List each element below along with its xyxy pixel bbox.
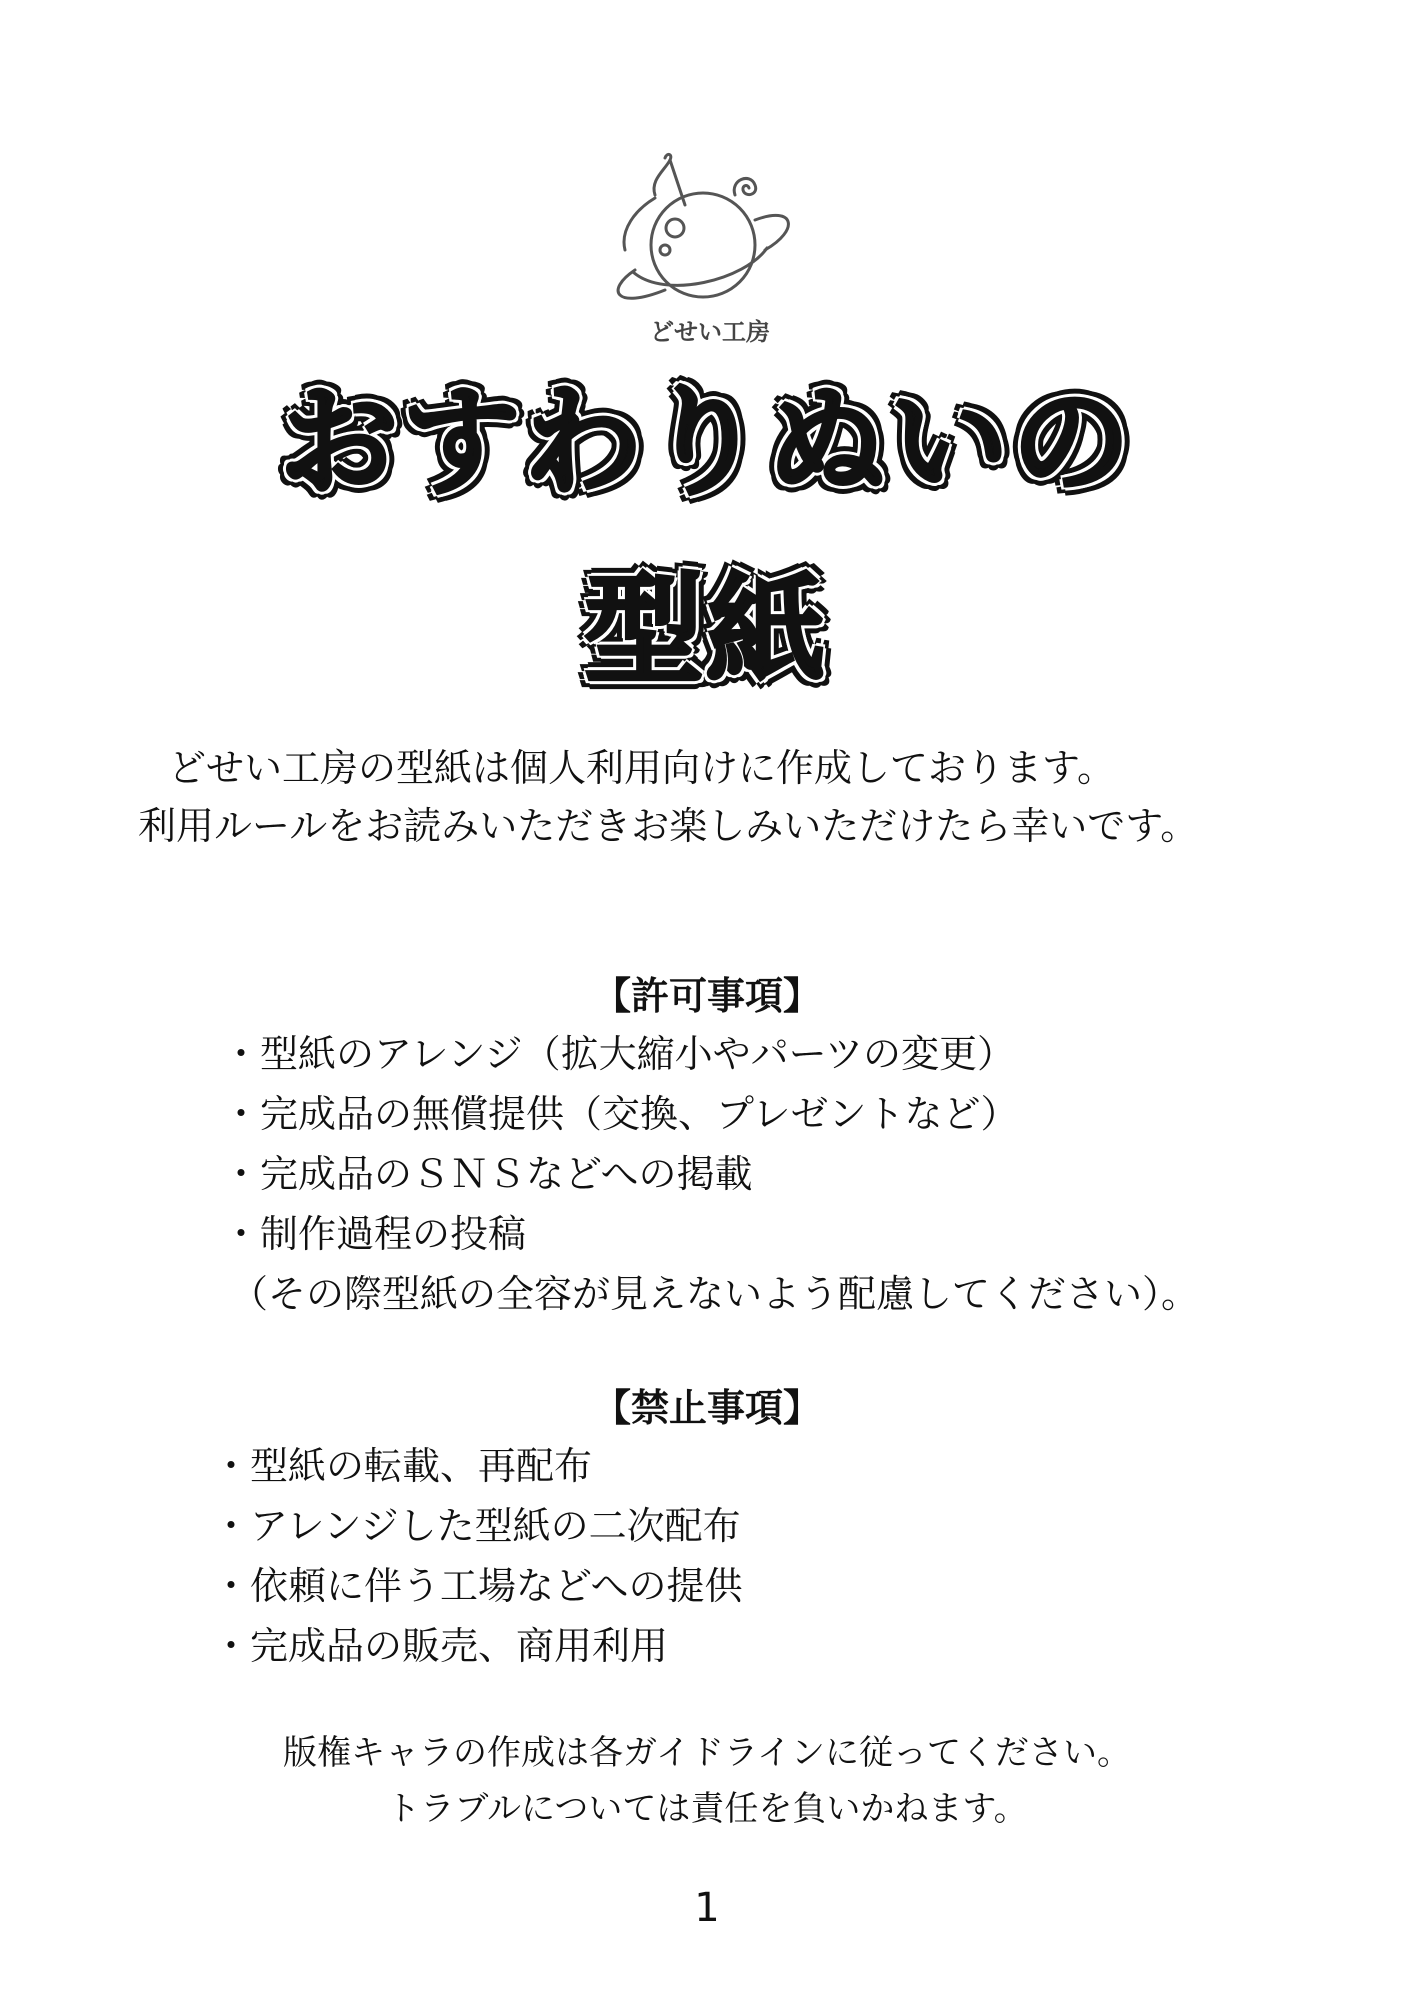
list-item: ・完成品の販売、商用利用 bbox=[212, 1624, 669, 1668]
note-line1: 版権キャラの作成は各ガイドラインに従ってください。 bbox=[283, 1733, 1131, 1773]
page-number: 1 bbox=[694, 1885, 720, 1931]
list-item: （その際型紙の全容が見えないよう配慮してください）。 bbox=[230, 1272, 1200, 1316]
list-item: ・制作過程の投稿 bbox=[222, 1212, 527, 1256]
list-item: ・型紙のアレンジ（拡大縮小やパーツの変更） bbox=[222, 1032, 1016, 1076]
list-item: ・依頼に伴う工場などへの提供 bbox=[212, 1564, 743, 1608]
note-line2: トラブルについては責任を負いかねます。 bbox=[386, 1789, 1028, 1829]
allowed-heading: 【許可事項】 bbox=[592, 974, 821, 1018]
brand-name: どせい工房 bbox=[650, 318, 770, 346]
page-title-line1: おすわりぬいの bbox=[279, 373, 1134, 511]
allowed-list bbox=[222, 1024, 1199, 1324]
prohibited-heading: 【禁止事項】 bbox=[592, 1386, 821, 1430]
list-item: ・完成品のＳＮＳなどへの掲載 bbox=[222, 1152, 753, 1196]
brand-logo bbox=[595, 150, 805, 350]
list-item: ・アレンジした型紙の二次配布 bbox=[212, 1504, 741, 1548]
intro-line2: 利用ルールをお読みいただきお楽しみいただけたら幸いです。 bbox=[138, 804, 1199, 848]
list-item: ・型紙の転載、再配布 bbox=[212, 1444, 593, 1488]
intro-line1: どせい工房の型紙は個人利用向けに作成しております。 bbox=[168, 746, 1115, 790]
prohibited-list bbox=[212, 1436, 742, 1676]
list-item: ・完成品の無償提供（交換、プレゼントなど） bbox=[222, 1092, 1019, 1136]
page-title-line2: 型紙 bbox=[584, 561, 829, 699]
